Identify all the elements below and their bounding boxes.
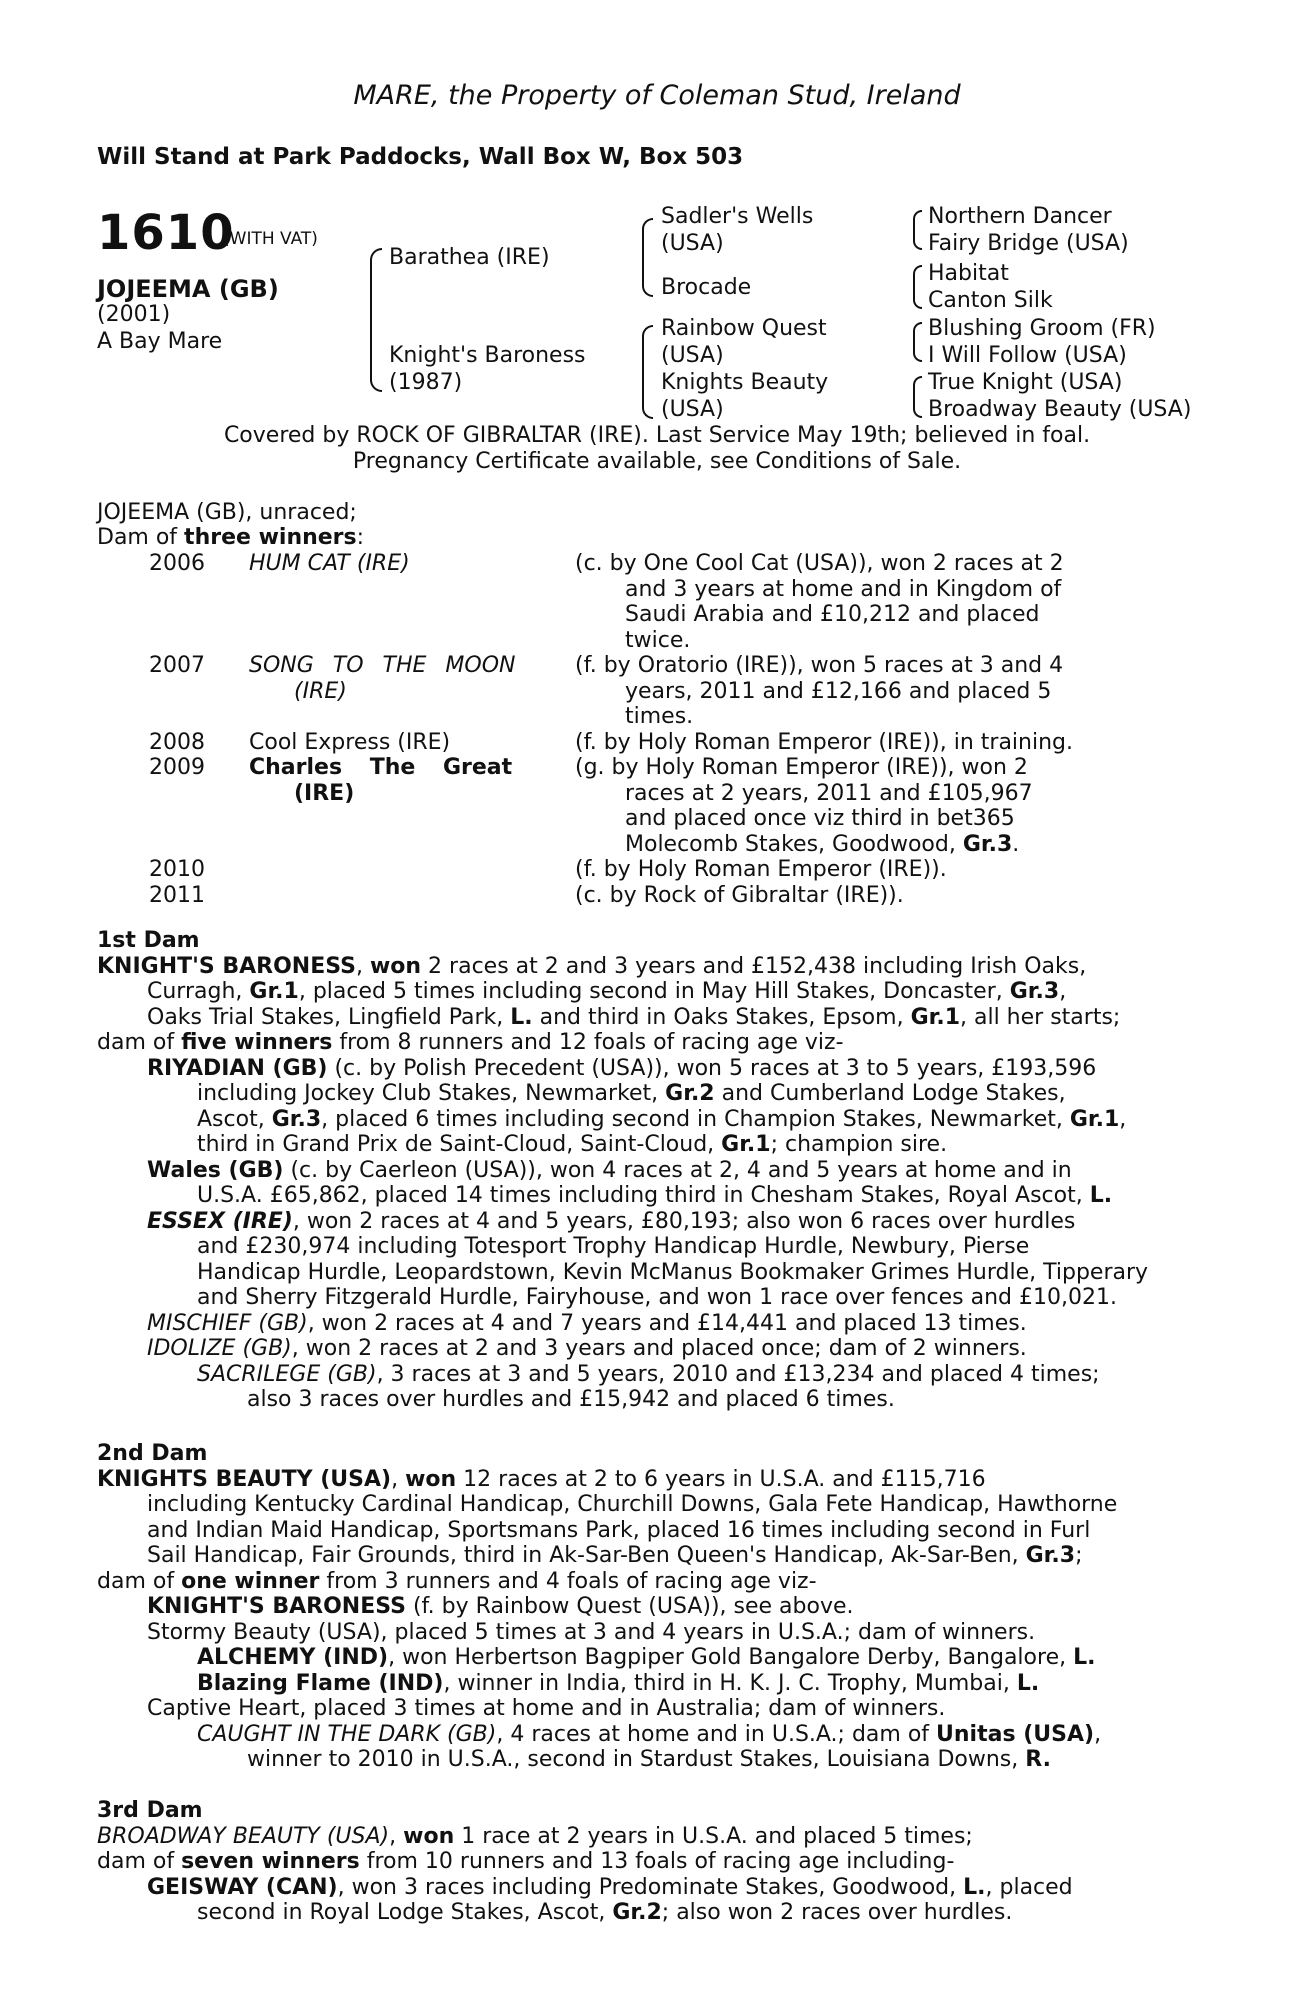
pedigree-sire-sire-country: (USA)	[661, 231, 724, 256]
pedigree-sss: Northern Dancer	[928, 204, 1112, 229]
pedigree-dam-year: (1987)	[389, 370, 463, 395]
third-dam-section: 3rd Dam BROADWAY BEAUTY (USA), won 1 race at 2 years in U.S.A. and placed 5 times; dam of seven winners from 10 runners and 13 foals of racing age including- GEISWAY (CAN), won 3 races including Predominate Stakes, Goodwood, L., placed second in Royal Lodge Stakes, Ascot, Gr.2; also won 2 races over hurdles.	[97, 1798, 1207, 1926]
section-heading: 2nd Dam	[97, 1441, 208, 1466]
pedigree-dam-sire: Rainbow Quest	[661, 316, 827, 341]
pedigree-dam-sire-country: (USA)	[661, 343, 724, 368]
section-heading: 1st Dam	[97, 928, 200, 953]
covering-note: Covered by ROCK OF GIBRALTAR (IRE). Last Service May 19th; believed in foal.	[223, 423, 1091, 448]
dam-intro: JOJEEMA (GB), unraced;	[97, 500, 357, 525]
pregnancy-note: Pregnancy Certificate available, see Conditions of Sale.	[352, 449, 962, 474]
lot-number: 1610	[97, 205, 235, 261]
vat-note: (WITH VAT)	[223, 229, 318, 249]
pedigree-sds: Habitat	[928, 261, 1009, 286]
pedigree-sire: Barathea (IRE)	[389, 245, 550, 270]
list-item: 2010 (f. by Holy Roman Emperor (IRE)).	[149, 857, 947, 882]
pedigree-ddd: Broadway Beauty (USA)	[928, 397, 1192, 422]
horse-description: A Bay Mare	[97, 329, 223, 354]
pedigree-sire-sire: Sadler's Wells	[661, 204, 814, 229]
pedigree-dss: Blushing Groom (FR)	[928, 316, 1156, 341]
dam-of-winners: Dam of three winners:	[97, 525, 365, 550]
pedigree-bracket	[370, 248, 382, 392]
list-item: 2011 (c. by Rock of Gibraltar (IRE)).	[149, 882, 904, 908]
pedigree-bracket	[642, 325, 653, 419]
list-item: 2008 Cool Express (IRE) (f. by Holy Roman Emperor (IRE)), in training.	[149, 729, 1073, 755]
pedigree-bracket	[642, 218, 653, 297]
pedigree-bracket	[913, 210, 922, 250]
pedigree-dsd: I Will Follow (USA)	[928, 343, 1127, 368]
second-dam-section: 2nd Dam KNIGHTS BEAUTY (USA), won 12 races at 2 to 6 years in U.S.A. and £115,716 including Kentucky Cardinal Handicap, Churchill Downs, Gala Fete Handicap, Hawthorne and Indian Maid Handicap, Sportsmans Park, placed 16 times including second in Furl Sail Handicap, Fair Grounds, third in Ak-Sar-Ben Queen's Handicap, Ak-Sar-Ben, Gr.3; dam of one winner from 3 runners and 4 foals of racing age viz- KNIGHT'S BARONESS (f. by Rainbow Quest (USA)), see above. Stormy Beauty (USA), placed 5 times at 3 and 4 years in U.S.A.; dam of winners. ALCHEMY (IND), won Herbertson Bagpiper Gold Bangalore Derby, Bangalore, L. Blazing Flame (IND), winner in India, third in H. K. J. C. Trophy, Mumbai, L. Captive Heart, placed 3 times at home and in Australia; dam of winners. CAUGHT IN THE DARK (GB), 4 races at home and in U.S.A.; dam of Unitas (USA), winner to 2010 in U.S.A., second in Stardust Stakes, Louisiana Downs, R.	[97, 1441, 1207, 1773]
section-heading: 3rd Dam	[97, 1798, 203, 1823]
stand-location: Will Stand at Park Paddocks, Wall Box W, Box 503	[97, 144, 744, 170]
first-dam-section: 1st Dam KNIGHT'S BARONESS, won 2 races at 2 and 3 years and £152,438 including Irish Oaks, Curragh, Gr.1, placed 5 times including second in May Hill Stakes, Doncaster, Gr.3, Oaks Trial Stakes, Lingfield Park, L. and third in Oaks Stakes, Epsom, Gr.1, all her starts; dam of five winners from 8 runners and 12 foals of racing age viz- RIYADIAN (GB) (c. by Polish Precedent (USA)), won 5 races at 3 to 5 years, £193,596 including Jockey Club Stakes, Newmarket, Gr.2 and Cumberland Lodge Stakes, Ascot, Gr.3, placed 6 times including second in Champion Stakes, Newmarket, Gr.1, third in Grand Prix de Saint-Cloud, Saint-Cloud, Gr.1; champion sire. Wales (GB) (c. by Caerleon (USA)), won 4 races at 2, 4 and 5 years at home and in U.S.A. £65,862, placed 14 times including third in Chesham Stakes, Royal Ascot, L. ESSEX (IRE), won 2 races at 4 and 5 years, £80,193; also won 6 races over hurdles and £230,974 including Totesport Trophy Handicap Hurdle, Newbury, Pierse Handicap Hurdle, Leopardstown, Kevin McManus Bookmaker Grimes Hurdle, Tipperary and Sherry Fitzgerald Hurdle, Fairyhouse, and won 1 race over fences and £10,021. MISCHIEF (GB), won 2 races at 4 and 7 years and £14,441 and placed 13 times. IDOLIZE (GB), won 2 races at 2 and 3 years and placed once; dam of 2 winners. SACRILEGE (GB), 3 races at 3 and 5 years, 2010 and £13,234 and placed 4 times; also 3 races over hurdles and £15,942 and placed 6 times.	[97, 928, 1207, 1413]
pedigree-ssd: Fairy Bridge (USA)	[928, 231, 1129, 256]
horse-name: JOJEEMA (GB)	[97, 275, 279, 303]
pedigree-dam: Knight's Baroness	[389, 343, 586, 368]
list-item: 2007 SONG TO THE MOON (f. by Oratorio (IRE)), won 5 races at 3 and 4	[149, 653, 1064, 678]
list-item: 2006 HUM CAT (IRE) (c. by One Cool Cat (USA)), won 2 races at 2	[149, 551, 1064, 576]
list-item: 2009 Charles The Great (g. by Holy Roman Emperor (IRE)), won 2	[149, 755, 1028, 780]
pedigree-bracket	[913, 265, 922, 309]
horse-year: (2001)	[97, 302, 171, 327]
progeny-list: 2006 HUM CAT (IRE) (c. by One Cool Cat (USA)), won 2 races at 2 and 3 years at home and in Kingdom of Saudi Arabia and £10,212 and placed twice. 2007 SONG TO THE MOON (f. by Oratorio (IRE)), won 5 races at 3 and 4 (IRE) years, 2011 and £12,166 and placed 5 times. 2008 Cool Express (IRE) (f. by Holy Roman Emperor (IRE)), in training. 2009 Charles The Great (g. by Holy Roman Emperor (IRE)), won 2 (IRE) races at 2 years, 2011 and £105,967 and placed once viz third in bet365 Molecomb Stakes, Goodwood, Gr.3. 2010 (f. by Holy Roman Emperor (IRE)). 2011 (c. by Rock of Gibraltar (IRE)).	[97, 551, 1127, 908]
pedigree-sdd: Canton Silk	[928, 288, 1053, 313]
pedigree-bracket	[913, 322, 922, 362]
pedigree-dds: True Knight (USA)	[928, 370, 1123, 395]
pedigree-dam-dam: Knights Beauty	[661, 370, 829, 395]
pedigree-bracket	[913, 376, 922, 418]
page-title: MARE, the Property of Coleman Stud, Ireland	[353, 80, 961, 111]
pedigree-dam-dam-country: (USA)	[661, 397, 724, 422]
pedigree-sire-dam: Brocade	[661, 275, 752, 300]
